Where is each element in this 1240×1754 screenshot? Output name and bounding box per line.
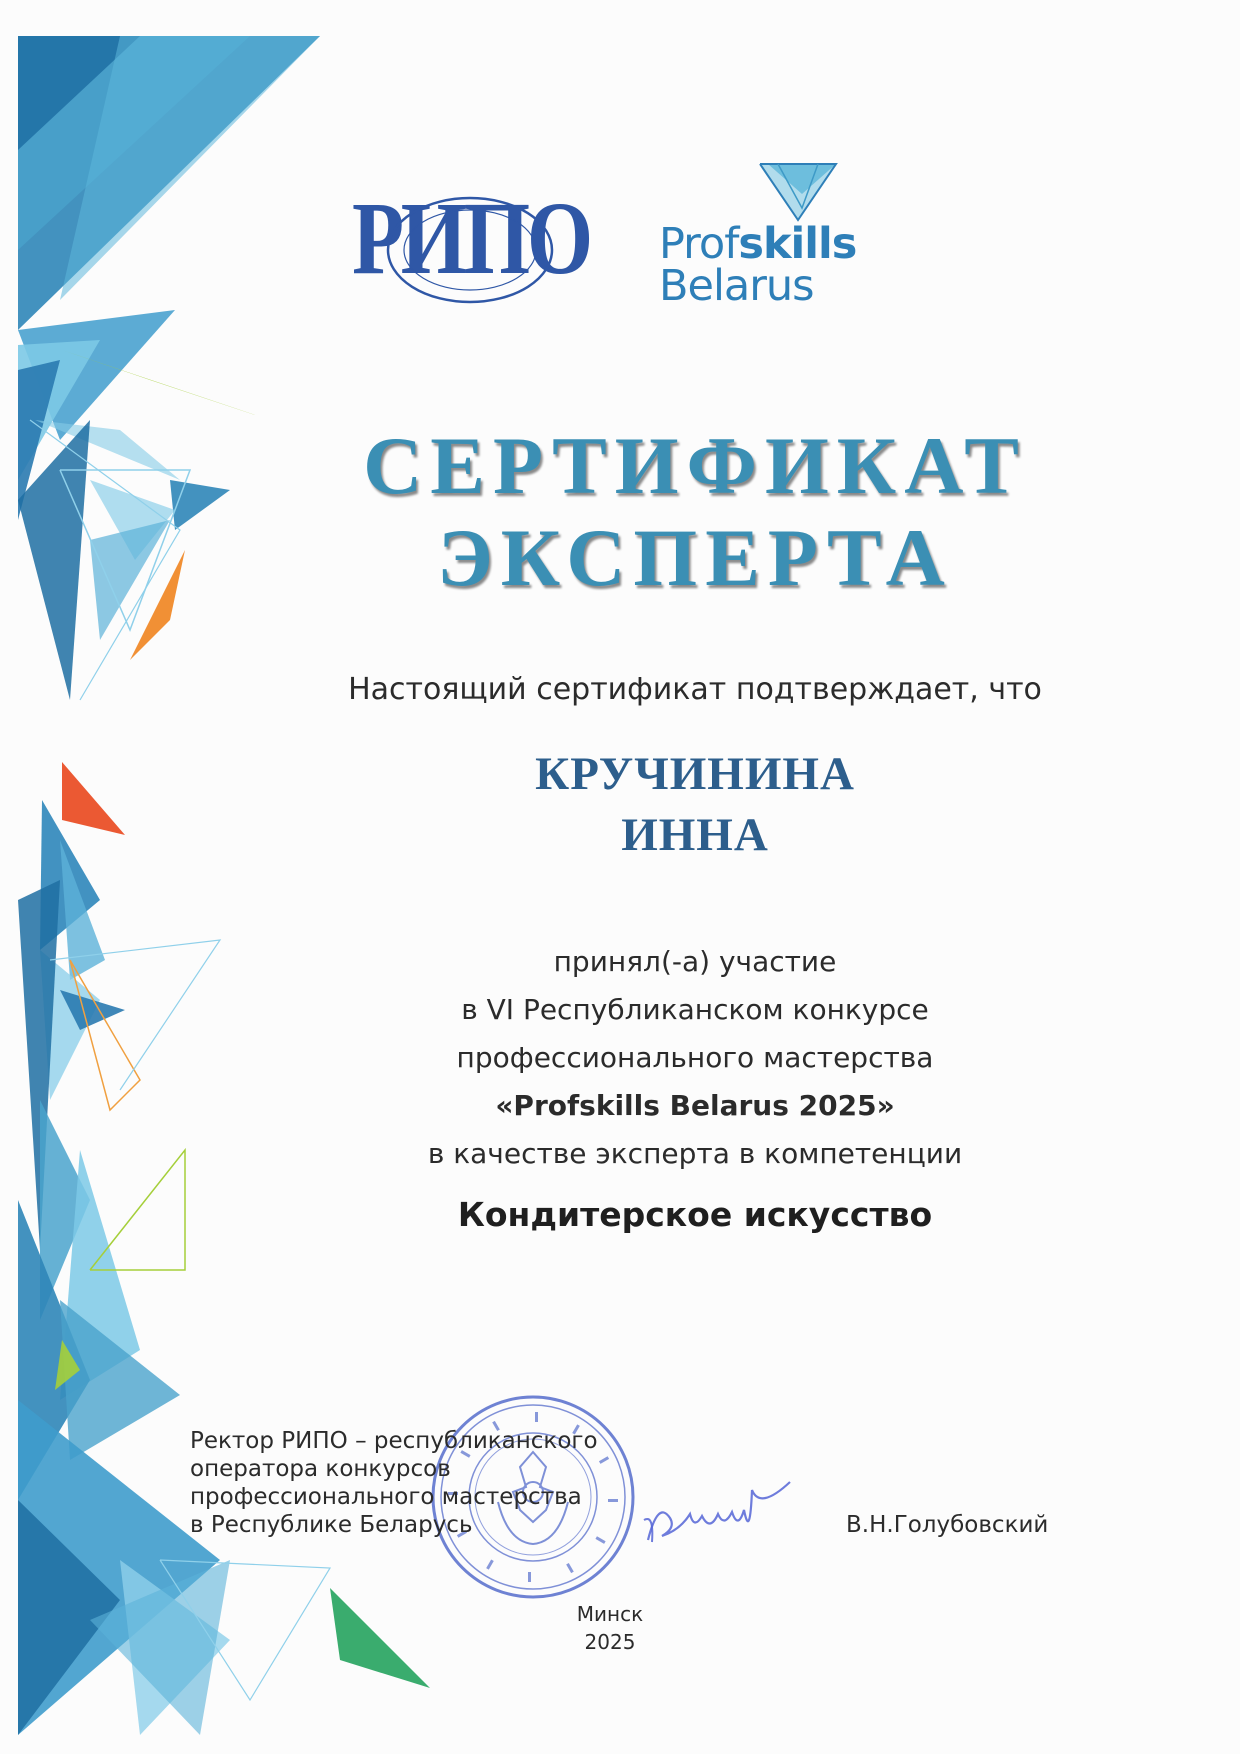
ripo-logo-text: РИПО — [352, 181, 590, 296]
signatory-role-line2: оператора конкурсов — [190, 1456, 451, 1482]
ripo-ring-icon — [370, 188, 560, 308]
signatory-name: В.Н.Голубовский — [846, 1512, 1049, 1538]
certificate-title-line2: ЭКСПЕРТА — [437, 512, 953, 603]
body-line-participation: принял(-а) участие — [553, 945, 837, 978]
issue-place-date — [540, 1600, 680, 1656]
signatory-role-line4: в Республике Беларусь — [190, 1512, 473, 1538]
profskills-logo — [654, 160, 874, 320]
signatory-role-line1: Ректор РИПО – республиканского — [190, 1428, 598, 1454]
signatory-role-line3: профессионального мастерства — [190, 1484, 582, 1510]
profskills-logo-line2: Belarus — [659, 261, 814, 311]
ripo-logo — [352, 178, 590, 308]
intro-text: Настоящий сертификат подтверждает, что — [348, 672, 1042, 707]
body-line-role: в качестве эксперта в компетенции — [427, 1137, 963, 1170]
signatory-role — [190, 1427, 598, 1539]
body-line-contest-level: в VI Республиканском конкурсе — [461, 993, 929, 1026]
body-line-contest-type: профессионального мастерства — [456, 1041, 934, 1074]
certificate-body — [250, 938, 1140, 1178]
recipient-surname: КРУЧИНИНА — [535, 748, 855, 800]
profskills-triangle-icon — [758, 160, 838, 222]
contest-name: «Profskills Belarus 2025» — [495, 1089, 895, 1122]
signature-icon — [640, 1470, 810, 1560]
recipient-first-name: ИННА — [621, 809, 769, 861]
issue-city: Минск — [576, 1602, 644, 1626]
certificate-title-line1: СЕРТИФИКАТ — [363, 420, 1027, 511]
competence-name: Кондитерское искусство — [457, 1195, 933, 1234]
issue-year: 2025 — [584, 1630, 636, 1654]
profskills-logo-line1: Profskills — [659, 219, 857, 269]
